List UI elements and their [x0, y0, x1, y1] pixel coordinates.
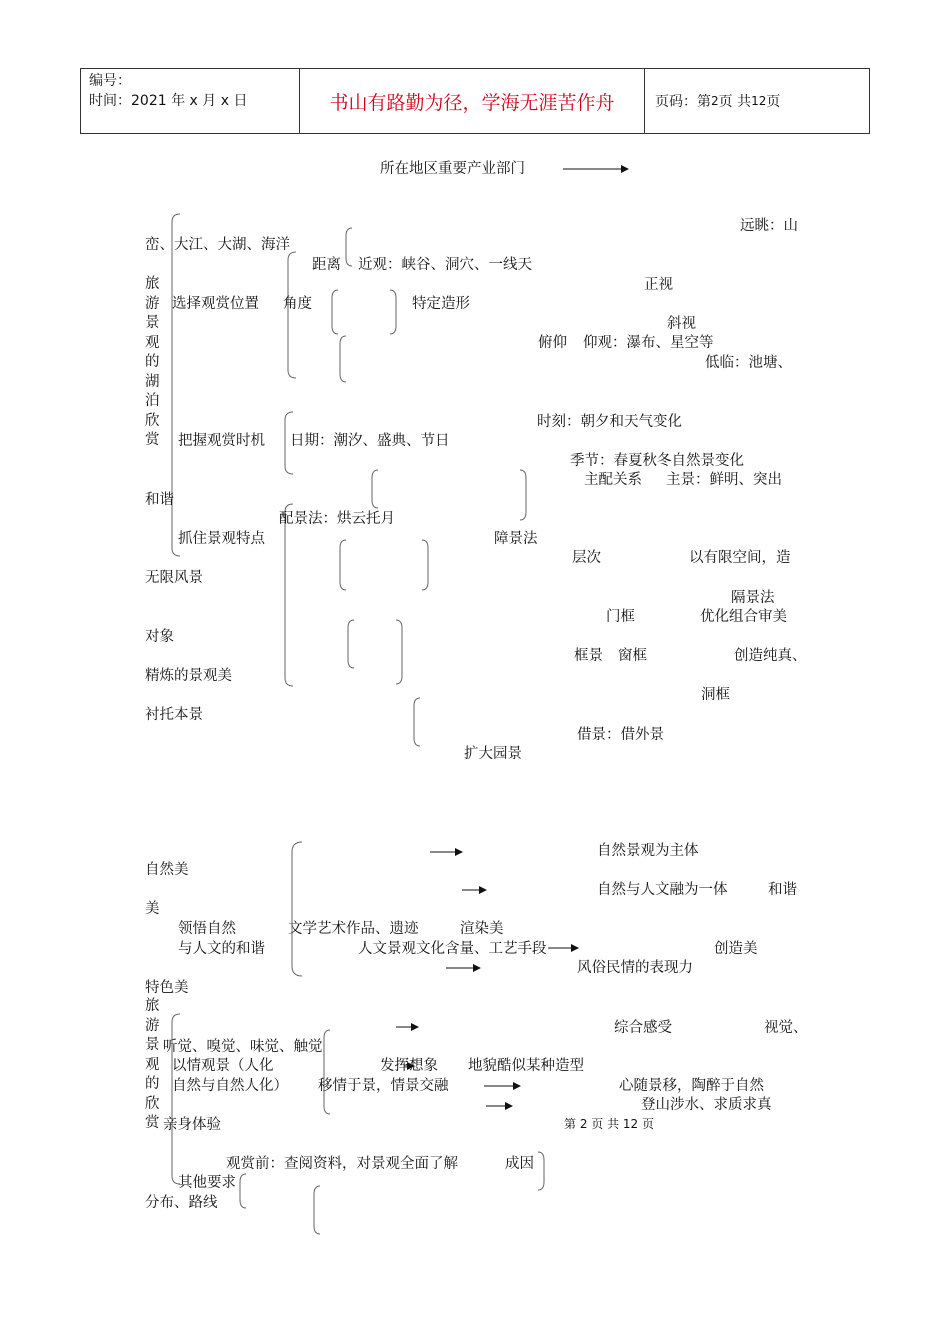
page-footer: 第 2 页 共 12 页 — [564, 1117, 654, 1131]
comprehensive-item: 综合感受 — [614, 1020, 672, 1036]
main-scene-item: 主景：鲜明、突出 — [666, 472, 782, 488]
section-title-lake-appreciation: 旅游景观的湖泊欣赏 — [145, 276, 160, 448]
door-frame-item: 门框 — [606, 609, 635, 625]
distribution-route-item: 分布、路线 — [145, 1195, 218, 1211]
expand-garden-text: 扩大园景 — [464, 746, 522, 762]
angle-label: 角度 — [283, 296, 312, 312]
intoxicated-item: 心随景移，陶醉于自然 — [619, 1078, 764, 1094]
header-motto: 书山有路勤为径，学海无涯苦作舟 — [300, 69, 645, 133]
header-page-number: 2 — [711, 94, 719, 108]
header-page-total: 12 — [751, 94, 767, 108]
layers-label: 层次 — [572, 550, 601, 566]
foil-scene-text: 衬托本景 — [145, 707, 203, 723]
emotion-item-b: 自然与自然人化） — [172, 1078, 288, 1094]
grasp-features-item: 抓住景观特点 — [178, 531, 265, 547]
moment-item: 时刻：朝夕和天气变化 — [537, 414, 682, 430]
refined-beauty-text: 精炼的景观美 — [145, 668, 232, 684]
render-beauty-item: 渲染美 — [460, 921, 504, 937]
optimize-text: 优化组合审美 — [700, 609, 787, 625]
season-item: 季节：春夏秋冬自然景变化 — [570, 453, 744, 469]
other-requirements-item: 其他要求 — [178, 1175, 236, 1191]
comprehend-item-a: 领悟自然 — [178, 921, 236, 937]
vision-text: 视觉、 — [764, 1020, 808, 1036]
hole-frame-item: 洞框 — [701, 687, 730, 703]
near-view-item: 近观：峡谷、洞穴、一线天 — [358, 257, 532, 273]
front-view-item: 正视 — [644, 277, 673, 293]
partition-method-item: 隔景法 — [731, 590, 775, 606]
section-title-appreciation: 旅游景观的欣赏 — [145, 998, 160, 1131]
far-view-item: 远眺：山 — [740, 218, 798, 234]
document-date: 时间：2021 年 x 月 x 日 — [89, 93, 248, 109]
window-frame-item: 窗框 — [618, 648, 647, 664]
harmony-text: 和谐 — [145, 492, 174, 508]
document-number: 编号： — [89, 73, 131, 89]
date-item: 日期：潮汐、盛典、节日 — [290, 433, 450, 449]
beauty-text: 美 — [145, 901, 160, 917]
frame-scene-label: 框景 — [574, 648, 603, 664]
folk-item: 风俗民情的表现力 — [577, 960, 693, 976]
harmony-text-2: 和谐 — [768, 882, 797, 898]
choose-position-item: 选择观赏位置 — [172, 296, 259, 312]
culture-item: 人文景观文化含量、工艺手段 — [358, 941, 547, 957]
empathy-item: 移情于景，情景交融 — [318, 1078, 449, 1094]
imagination-item: 发挥想象 — [380, 1058, 438, 1074]
cause-item: 成因 — [505, 1156, 534, 1172]
grasp-timing-item: 把握观赏时机 — [178, 433, 265, 449]
emotion-item-a: 以情观景（人化 — [172, 1058, 274, 1074]
special-beauty-text: 特色美 — [145, 980, 189, 996]
look-up-item: 仰观：瀑布、星空等 — [583, 335, 714, 351]
experience-item: 亲身体验 — [163, 1117, 221, 1133]
pitch-label: 俯仰 — [538, 335, 567, 351]
create-pure-text: 创造纯真、 — [734, 648, 807, 664]
accompany-method-item: 配景法：烘云托月 — [279, 511, 395, 527]
create-beauty-item: 创造美 — [714, 941, 758, 957]
look-down-item: 低临：池塘、 — [705, 355, 792, 371]
literature-item: 文学艺术作品、遗迹 — [288, 921, 419, 937]
main-relation-label: 主配关系 — [584, 472, 642, 488]
industry-sector-item: 所在地区重要产业部门 — [380, 161, 525, 177]
integration-item: 自然与人文融为一体 — [597, 882, 728, 898]
specific-shape-item: 特定造形 — [412, 296, 470, 312]
landform-item: 地貌酷似某种造型 — [468, 1058, 584, 1074]
oblique-view-item: 斜视 — [667, 316, 696, 332]
comprehend-item-b: 与人文的和谐 — [178, 941, 265, 957]
natural-main-item: 自然景观为主体 — [597, 843, 699, 859]
header-page-info: 页码：第 2 页 共 12 页 — [655, 94, 781, 110]
distance-label: 距离 — [312, 257, 341, 273]
limited-space-text: 以有限空间，造 — [689, 550, 791, 566]
infinite-scenery-text: 无限风景 — [145, 570, 203, 586]
natural-beauty-text: 自然美 — [145, 862, 189, 878]
far-view-continued: 峦、大江、大湖、海洋 — [145, 237, 290, 253]
object-text: 对象 — [145, 629, 174, 645]
borrow-scene-item: 借景：借外景 — [577, 727, 664, 743]
senses-text: 听觉、嗅觉、味觉、触觉 — [163, 1039, 323, 1055]
before-view-item: 观赏前：查阅资料，对景观全面了解 — [226, 1156, 458, 1172]
screen-method-item: 障景法 — [494, 531, 538, 547]
climb-item: 登山涉水、求质求真 — [641, 1097, 772, 1113]
